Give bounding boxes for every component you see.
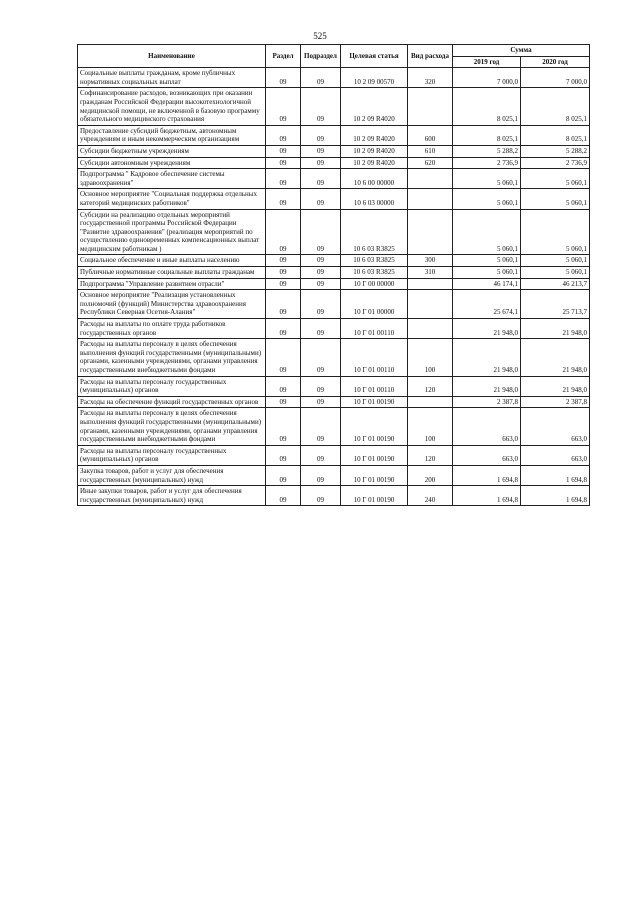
- header-sum: Сумма: [453, 45, 590, 57]
- table-row: [78, 169, 590, 189]
- row-subsection-cell: 09: [301, 396, 341, 408]
- row-section-cell: 09: [266, 290, 301, 319]
- row-sum-2019-cell: 8 025,1: [453, 88, 521, 125]
- table-row: [78, 396, 590, 408]
- row-subsection-cell: 09: [301, 189, 341, 209]
- row-sum-2019-cell: 7 000,0: [453, 68, 521, 88]
- row-sum-2019-cell: 1 694,8: [453, 486, 521, 506]
- row-sum-2020-cell: 46 213,7: [521, 278, 590, 290]
- row-name-cell: Расходы на выплаты персоналу в целях обеспечения выполнения функций государственными (муниципальными) органами, казенными учреждениями, органами управления государственными внебюджетными фондами: [78, 408, 266, 445]
- row-subsection-cell: 09: [301, 465, 341, 485]
- row-sum-2020-cell: 5 060,1: [521, 189, 590, 209]
- table-row: [78, 376, 590, 396]
- row-sum-2020-cell: 2 736,9: [521, 157, 590, 169]
- row-subsection-cell: 09: [301, 408, 341, 445]
- row-target-cell: 10 6 03 R3825: [341, 209, 408, 255]
- row-expense-type-cell: [408, 319, 453, 339]
- row-target-cell: 10 Г 01 00000: [341, 290, 408, 319]
- row-subsection-cell: 09: [301, 68, 341, 88]
- row-name-cell: Софинансирование расходов, возникающих при оказании гражданам Российской Федерации высокотехнологичной медицинской помощи, не включенной в базовую программу обязательного медицинского страхования: [78, 88, 266, 125]
- row-expense-type-cell: 200: [408, 465, 453, 485]
- row-section-cell: 09: [266, 209, 301, 255]
- row-sum-2020-cell: 663,0: [521, 445, 590, 465]
- row-sum-2020-cell: 1 694,8: [521, 465, 590, 485]
- row-name-cell: Субсидии на реализацию отдельных мероприятий государственной программы Российской Федерации "Развитие здравоохранения" (реализация мероприятий по осуществлению единовременных компенсационных выплат медицинским работникам ): [78, 209, 266, 255]
- row-section-cell: 09: [266, 68, 301, 88]
- row-expense-type-cell: 240: [408, 486, 453, 506]
- row-sum-2019-cell: 21 948,0: [453, 339, 521, 376]
- row-sum-2019-cell: 21 948,0: [453, 319, 521, 339]
- row-subsection-cell: 09: [301, 145, 341, 157]
- row-target-cell: 10 Г 01 00190: [341, 396, 408, 408]
- row-subsection-cell: 09: [301, 157, 341, 169]
- header-expense-type: Вид расхода: [408, 45, 453, 68]
- table-row: [78, 88, 590, 125]
- row-target-cell: 10 2 09 R4020: [341, 157, 408, 169]
- row-sum-2019-cell: 2 736,9: [453, 157, 521, 169]
- row-target-cell: 10 2 09 R4020: [341, 145, 408, 157]
- row-name-cell: Расходы на выплаты персоналу в целях обеспечения выполнения функций государственными (муниципальными) органами, казенными учреждениями, органами управления государственными внебюджетными фондами: [78, 339, 266, 376]
- row-sum-2020-cell: 25 713,7: [521, 290, 590, 319]
- row-section-cell: 09: [266, 189, 301, 209]
- row-sum-2020-cell: 8 025,1: [521, 88, 590, 125]
- row-name-cell: Субсидии бюджетным учреждениям: [78, 145, 266, 157]
- row-section-cell: 09: [266, 465, 301, 485]
- row-section-cell: 09: [266, 125, 301, 145]
- row-sum-2020-cell: 5 060,1: [521, 255, 590, 267]
- row-target-cell: 10 2 09 00570: [341, 68, 408, 88]
- row-target-cell: 10 2 09 R4020: [341, 125, 408, 145]
- row-expense-type-cell: [408, 88, 453, 125]
- row-subsection-cell: 09: [301, 267, 341, 279]
- row-target-cell: 10 6 03 R3825: [341, 255, 408, 267]
- row-expense-type-cell: [408, 290, 453, 319]
- row-sum-2020-cell: 2 387,8: [521, 396, 590, 408]
- table-row: [78, 408, 590, 445]
- row-sum-2020-cell: 21 948,0: [521, 376, 590, 396]
- row-section-cell: 09: [266, 278, 301, 290]
- row-sum-2019-cell: 5 060,1: [453, 169, 521, 189]
- header-year-2019: 2019 год: [453, 56, 521, 68]
- table-row: [78, 278, 590, 290]
- row-section-cell: 09: [266, 408, 301, 445]
- row-subsection-cell: 09: [301, 169, 341, 189]
- row-target-cell: 10 2 09 R4020: [341, 88, 408, 125]
- header-row: [78, 45, 590, 57]
- table-row: [78, 189, 590, 209]
- row-subsection-cell: 09: [301, 278, 341, 290]
- page-number: 525: [313, 31, 327, 41]
- row-sum-2020-cell: 21 948,0: [521, 319, 590, 339]
- row-subsection-cell: 09: [301, 319, 341, 339]
- row-expense-type-cell: 320: [408, 68, 453, 88]
- row-sum-2020-cell: 663,0: [521, 408, 590, 445]
- row-name-cell: Основное мероприятие "Социальная поддержка отдельных категорий медицинских работников": [78, 189, 266, 209]
- row-name-cell: Предоставление субсидий бюджетным, автономным учреждениям и иным некоммерческим организациям: [78, 125, 266, 145]
- row-sum-2019-cell: 5 060,1: [453, 267, 521, 279]
- header-subsection: Подраздел: [301, 45, 341, 68]
- row-target-cell: 10 Г 01 00110: [341, 376, 408, 396]
- row-expense-type-cell: [408, 278, 453, 290]
- row-name-cell: Иные закупки товаров, работ и услуг для обеспечения государственных (муниципальных) нужд: [78, 486, 266, 506]
- row-name-cell: Субсидии автономным учреждениям: [78, 157, 266, 169]
- budget-table: [77, 44, 590, 506]
- row-section-cell: 09: [266, 445, 301, 465]
- row-name-cell: Закупка товаров, работ и услуг для обеспечения государственных (муниципальных) нужд: [78, 465, 266, 485]
- row-expense-type-cell: 310: [408, 267, 453, 279]
- row-sum-2020-cell: 5 060,1: [521, 169, 590, 189]
- row-sum-2019-cell: 1 694,8: [453, 465, 521, 485]
- row-expense-type-cell: 100: [408, 408, 453, 445]
- row-name-cell: Основное мероприятие "Реализация установленных полномочий (функций) Министерства здравоохранения Республики Северная Осетия-Алания": [78, 290, 266, 319]
- table-row: [78, 209, 590, 255]
- row-expense-type-cell: 120: [408, 376, 453, 396]
- row-name-cell: Публичные нормативные социальные выплаты гражданам: [78, 267, 266, 279]
- row-section-cell: 09: [266, 267, 301, 279]
- table-row: [78, 290, 590, 319]
- row-sum-2019-cell: 25 674,1: [453, 290, 521, 319]
- row-target-cell: 10 Г 01 00190: [341, 465, 408, 485]
- row-expense-type-cell: 100: [408, 339, 453, 376]
- row-target-cell: 10 Г 01 00190: [341, 445, 408, 465]
- row-section-cell: 09: [266, 376, 301, 396]
- row-name-cell: Социальные выплаты гражданам, кроме публичных нормативных социальных выплат: [78, 68, 266, 88]
- row-section-cell: 09: [266, 486, 301, 506]
- row-section-cell: 09: [266, 339, 301, 376]
- row-subsection-cell: 09: [301, 339, 341, 376]
- table-row: [78, 267, 590, 279]
- row-target-cell: 10 Г 01 00110: [341, 319, 408, 339]
- row-name-cell: Подпрограмма " Кадровое обеспечение системы здравоохранения": [78, 169, 266, 189]
- row-subsection-cell: 09: [301, 125, 341, 145]
- row-subsection-cell: 09: [301, 290, 341, 319]
- table-row: [78, 339, 590, 376]
- row-expense-type-cell: 300: [408, 255, 453, 267]
- row-sum-2019-cell: 5 060,1: [453, 189, 521, 209]
- row-expense-type-cell: [408, 169, 453, 189]
- row-sum-2020-cell: 5 060,1: [521, 267, 590, 279]
- row-subsection-cell: 09: [301, 209, 341, 255]
- row-target-cell: 10 Г 01 00190: [341, 408, 408, 445]
- table-row: [78, 125, 590, 145]
- row-name-cell: Расходы на выплаты персоналу государственных (муниципальных) органов: [78, 445, 266, 465]
- row-sum-2019-cell: 46 174,1: [453, 278, 521, 290]
- table-row: [78, 465, 590, 485]
- header-year-2020: 2020 год: [521, 56, 590, 68]
- row-sum-2019-cell: 5 288,2: [453, 145, 521, 157]
- row-target-cell: 10 6 00 00000: [341, 169, 408, 189]
- row-section-cell: 09: [266, 396, 301, 408]
- header-name: Наименование: [78, 45, 266, 68]
- row-name-cell: Подпрограмма "Управление развитием отрасли": [78, 278, 266, 290]
- row-sum-2019-cell: 5 060,1: [453, 255, 521, 267]
- row-subsection-cell: 09: [301, 376, 341, 396]
- row-sum-2019-cell: 2 387,8: [453, 396, 521, 408]
- row-sum-2019-cell: 663,0: [453, 445, 521, 465]
- row-section-cell: 09: [266, 157, 301, 169]
- row-target-cell: 10 Г 01 00110: [341, 339, 408, 376]
- row-expense-type-cell: 120: [408, 445, 453, 465]
- row-section-cell: 09: [266, 88, 301, 125]
- row-target-cell: 10 6 03 00000: [341, 189, 408, 209]
- row-expense-type-cell: [408, 396, 453, 408]
- table-row: [78, 486, 590, 506]
- row-sum-2020-cell: 5 288,2: [521, 145, 590, 157]
- table-row: [78, 255, 590, 267]
- row-name-cell: Расходы на выплаты по оплате труда работников государственных органов: [78, 319, 266, 339]
- row-sum-2020-cell: 1 694,8: [521, 486, 590, 506]
- row-sum-2019-cell: 5 060,1: [453, 209, 521, 255]
- header-section: Раздел: [266, 45, 301, 68]
- table-row: [78, 319, 590, 339]
- table-row: [78, 157, 590, 169]
- row-sum-2019-cell: 21 948,0: [453, 376, 521, 396]
- row-section-cell: 09: [266, 145, 301, 157]
- row-section-cell: 09: [266, 255, 301, 267]
- row-subsection-cell: 09: [301, 486, 341, 506]
- row-sum-2019-cell: 663,0: [453, 408, 521, 445]
- row-sum-2020-cell: 21 948,0: [521, 339, 590, 376]
- table-row: [78, 445, 590, 465]
- row-sum-2020-cell: 5 060,1: [521, 209, 590, 255]
- row-name-cell: Расходы на выплаты персоналу государственных (муниципальных) органов: [78, 376, 266, 396]
- row-sum-2020-cell: 7 000,0: [521, 68, 590, 88]
- row-sum-2020-cell: 8 025,1: [521, 125, 590, 145]
- row-subsection-cell: 09: [301, 255, 341, 267]
- row-name-cell: Расходы на обеспечение функций государственных органов: [78, 396, 266, 408]
- row-expense-type-cell: [408, 209, 453, 255]
- row-name-cell: Социальное обеспечение и иные выплаты населению: [78, 255, 266, 267]
- row-expense-type-cell: 610: [408, 145, 453, 157]
- table-row: [78, 68, 590, 88]
- row-target-cell: 10 Г 00 00000: [341, 278, 408, 290]
- header-target: Целевая статья: [341, 45, 408, 68]
- row-expense-type-cell: [408, 189, 453, 209]
- row-expense-type-cell: 620: [408, 157, 453, 169]
- row-expense-type-cell: 600: [408, 125, 453, 145]
- row-subsection-cell: 09: [301, 88, 341, 125]
- row-subsection-cell: 09: [301, 445, 341, 465]
- row-section-cell: 09: [266, 169, 301, 189]
- row-sum-2019-cell: 8 025,1: [453, 125, 521, 145]
- table-row: [78, 145, 590, 157]
- row-section-cell: 09: [266, 319, 301, 339]
- row-target-cell: 10 6 03 R3825: [341, 267, 408, 279]
- row-target-cell: 10 Г 01 00190: [341, 486, 408, 506]
